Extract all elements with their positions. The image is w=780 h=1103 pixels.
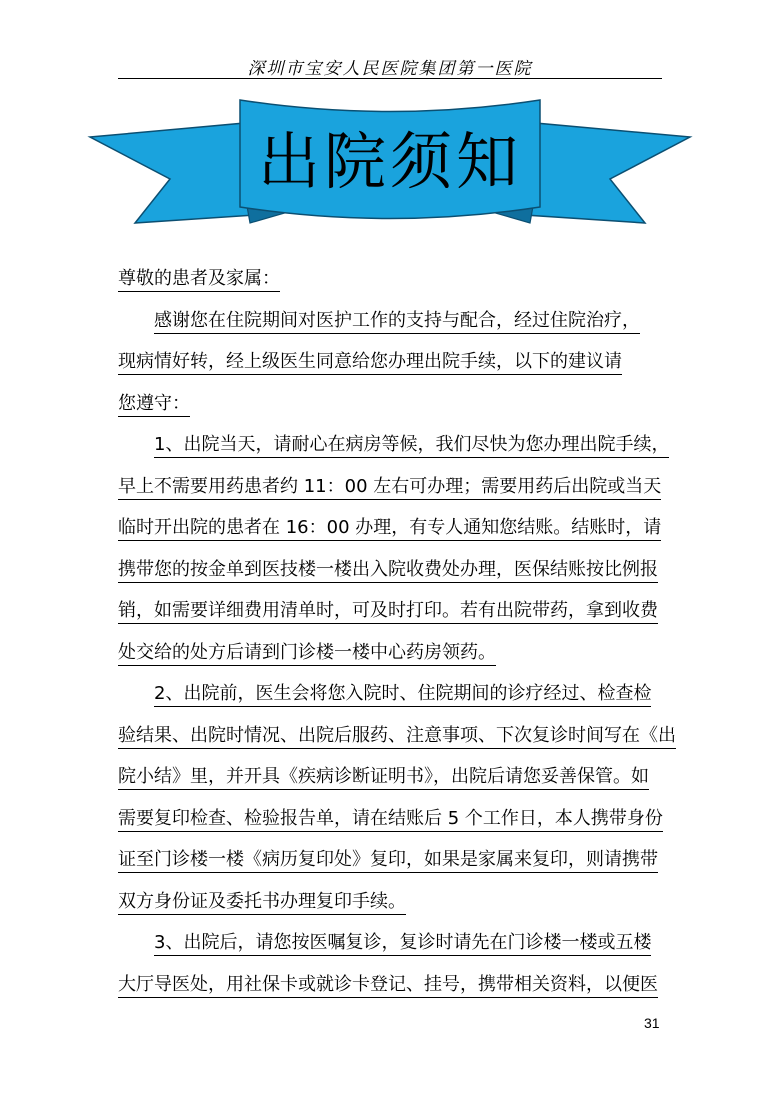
text-line: 证至门诊楼一楼《病历复印处》复印，如果是家属来复印，则请携带	[118, 839, 666, 881]
text-line: 处交给的处方后请到门诊楼一楼中心药房领药。	[118, 632, 666, 674]
text-line: 大厅导医处，用社保卡或就诊卡登记、挂号，携带相关资料，以便医	[118, 964, 666, 1006]
banner-title: 出院须知	[257, 124, 522, 198]
document-body	[118, 258, 676, 1005]
ribbon-right-tail	[525, 123, 690, 223]
ribbon-left-tail	[90, 123, 255, 223]
text-line: 2、出院前，医生会将您入院时、住院期间的诊疗经过、检查检	[118, 673, 666, 715]
text-line: 您遵守：	[118, 383, 666, 425]
text-line: 感谢您在住院期间对医护工作的支持与配合，经过住院治疗，	[118, 300, 666, 342]
text-line: 销，如需要详细费用清单时，可及时打印。若有出院带药，拿到收费	[118, 590, 666, 632]
text-line: 1、出院当天，请耐心在病房等候，我们尽快为您办理出院手续，	[118, 424, 666, 466]
text-line: 需要复印检查、检验报告单，请在结账后 5 个工作日，本人携带身份	[118, 798, 666, 840]
text-line: 临时开出院的患者在 16：00 办理，有专人通知您结账。结账时，请	[118, 507, 666, 549]
hospital-name: 深圳市宝安人民医院集团第一医院	[247, 59, 533, 79]
greeting: 尊敬的患者及家属：	[118, 258, 666, 300]
page-number: 31	[644, 1015, 660, 1031]
text-line: 双方身份证及委托书办理复印手续。	[118, 881, 666, 923]
text-line: 现病情好转，经上级医生同意给您办理出院手续，以下的建议请	[118, 341, 666, 383]
text-line: 早上不需要用药患者约 11：00 左右可办理；需要用药后出院或当天	[118, 466, 666, 508]
text-line: 携带您的按金单到医技楼一楼出入院收费处办理，医保结账按比例报	[118, 549, 666, 591]
text-line: 验结果、出院时情况、出院后服药、注意事项、下次复诊时间写在《出	[118, 715, 666, 757]
header-divider	[118, 78, 662, 79]
text-line: 院小结》里，并开具《疾病诊断证明书》，出院后请您妥善保管。如	[118, 756, 666, 798]
text-line: 3、出院后，请您按医嘱复诊，复诊时请先在门诊楼一楼或五楼	[118, 922, 666, 964]
